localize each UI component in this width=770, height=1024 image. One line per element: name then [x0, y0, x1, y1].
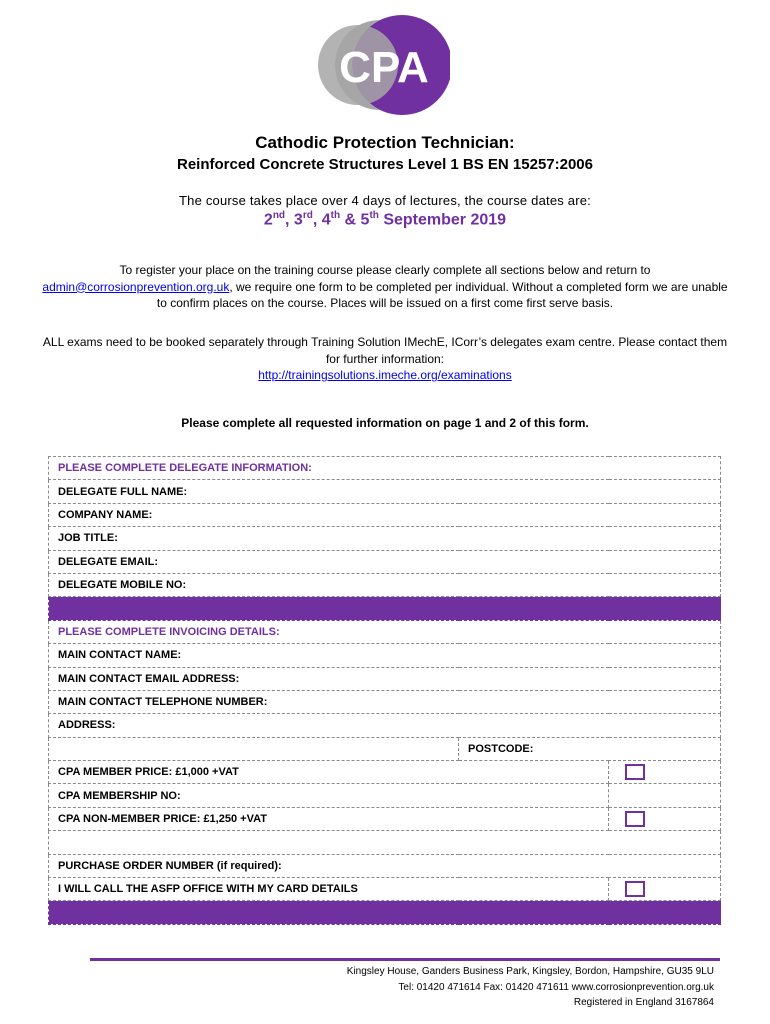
- page-title: Cathodic Protection Technician:: [255, 133, 515, 152]
- empty-cell: [609, 784, 721, 807]
- exam-link[interactable]: http://trainingsolutions.imeche.org/examinations: [258, 368, 512, 382]
- call-office-checkbox[interactable]: [625, 881, 645, 897]
- member-price-option: CPA MEMBER PRICE: £1,000 +VAT: [49, 761, 609, 784]
- non-member-price-option: CPA NON-MEMBER PRICE: £1,250 +VAT: [49, 807, 609, 830]
- main-contact-name-field[interactable]: MAIN CONTACT NAME:: [49, 644, 721, 667]
- address-field[interactable]: ADDRESS:: [49, 714, 721, 737]
- main-contact-phone-field[interactable]: MAIN CONTACT TELEPHONE NUMBER:: [49, 690, 721, 713]
- member-price-checkbox[interactable]: [625, 764, 645, 780]
- form-bottom-bar: [49, 901, 721, 924]
- footer-contact: Tel: 01420 471614 Fax: 01420 471611 www.corrosionprevention.org.uk: [398, 981, 714, 993]
- exam-instructions: ALL exams need to be booked separately through Training Solution IMechE, ICorr’s delegates exam centre. Please contact them for further information: http://trainingsolutions.imeche.org/examinations: [42, 335, 728, 382]
- call-office-option: I WILL CALL THE ASFP OFFICE WITH MY CARD DETAILS: [49, 878, 609, 901]
- logo-text: CPA: [339, 43, 429, 92]
- delegate-mobile-field[interactable]: DELEGATE MOBILE NO:: [49, 573, 721, 596]
- email-link[interactable]: admin@corrosionprevention.org.uk: [42, 279, 230, 294]
- cpa-logo: [318, 12, 450, 118]
- footer-registration: Registered in England 3167864: [573, 997, 714, 1008]
- footer: [347, 964, 714, 1011]
- postcode-field[interactable]: POSTCODE:: [459, 737, 721, 760]
- non-member-price-checkbox[interactable]: [625, 811, 645, 827]
- page-subtitle: Reinforced Concrete Structures Level 1 BS EN 15257:2006: [176, 156, 593, 173]
- complete-note: Please complete all requested information on page 1 and 2 of this form.: [181, 416, 589, 430]
- footer-address: Kingsley House, Ganders Business Park, Kingsley, Bordon, Hampshire, GU35 9LU: [346, 966, 714, 977]
- delegate-section-header: PLEASE COMPLETE DELEGATE INFORMATION:: [49, 457, 721, 480]
- job-title-field[interactable]: JOB TITLE:: [49, 527, 721, 550]
- dates-intro: The course takes place over 4 days of lectures, the course dates are:: [179, 193, 591, 208]
- invoicing-section-header: PLEASE COMPLETE INVOICING DETAILS:: [49, 620, 721, 643]
- address-continued-field[interactable]: [49, 737, 459, 760]
- section-divider: [49, 597, 721, 620]
- membership-no-field[interactable]: CPA MEMBERSHIP NO:: [49, 784, 609, 807]
- purchase-order-field[interactable]: PURCHASE ORDER NUMBER (if required):: [49, 854, 721, 877]
- main-contact-email-field[interactable]: MAIN CONTACT EMAIL ADDRESS:: [49, 667, 721, 690]
- company-name-field[interactable]: COMPANY NAME:: [49, 503, 721, 526]
- registration-instructions: To register your place on the training course please clearly complete all sections below and return to admin@corrosionprevention.org.uk, we require one form to be completed per individual. Without a completed form we are unable to confirm places on the course. Places will be issued on a first come first serve basis.: [42, 263, 728, 310]
- course-dates: 2nd, 3rd, 4th & 5th September 2019: [263, 210, 507, 229]
- registration-form: [48, 456, 721, 925]
- footer-rule: [90, 958, 720, 961]
- delegate-full-name-field[interactable]: DELEGATE FULL NAME:: [49, 480, 721, 503]
- delegate-email-field[interactable]: DELEGATE EMAIL:: [49, 550, 721, 573]
- blank-row: [49, 831, 721, 854]
